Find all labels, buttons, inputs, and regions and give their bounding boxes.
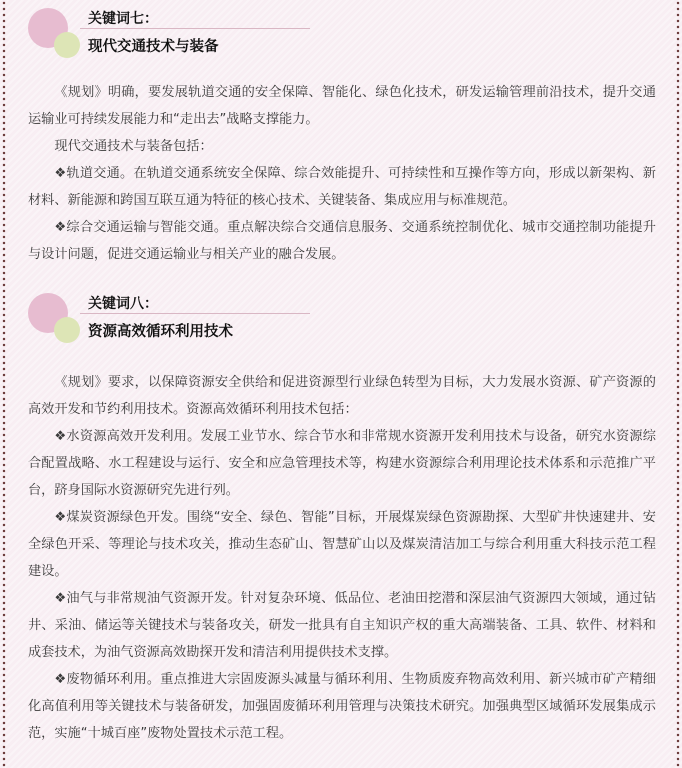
keyword-8-header <box>28 293 308 351</box>
keyword-7-label: 关键词七： <box>88 11 158 27</box>
right-dotted-border <box>676 0 680 768</box>
section-7-intro: 《规划》明确，要发展轨道交通的安全保障、智能化、绿色化技术，研发运输管理前沿技术，提升交通运输业可持续发展能力和“走出去”战略支撑能力。 <box>28 85 656 127</box>
left-dotted-border <box>2 0 6 768</box>
section-7-item-transport: ❖综合交通运输与智能交通。重点解决综合交通信息服务、交通系统控制优化、城市交通控制功能提升与设计问题，促进交通运输业与相关产业的融合发展。 <box>28 220 656 262</box>
header-divider <box>80 28 310 29</box>
section-8-intro: 《规划》要求，以保障资源安全供给和促进资源型行业绿色转型为目标，大力发展水资源、矿产资源的高效开发和节约利用技术。资源高效循环利用技术包括： <box>28 375 656 417</box>
section-7-lead: 现代交通技术与装备包括： <box>54 139 213 154</box>
keyword-8-title: 资源高效循环利用技术 <box>88 324 233 340</box>
section-8-item-oil-gas: ❖油气与非常规油气资源开发。针对复杂环境、低品位、老油田挖潜和深层油气资源四大领域，通过钻井、采油、储运等关键技术与装备攻关，研发一批具有自主知识产权的重大高端装备、工具、软件、材料和成套技术，为油气资源高效勘探开发和清洁利用提供技术支撑。 <box>28 591 656 660</box>
section-8-item-water: ❖水资源高效开发利用。发展工业节水、综合节水和非常规水资源开发利用技术与设备，研究水资源综合配置战略、水工程建设与运行、安全和应急管理技术等，构建水资源综合利用理论技术体系和示范推广平台，跻身国际水资源研究先进行列。 <box>28 429 656 498</box>
section-7-item-rail: ❖轨道交通。在轨道交通系统安全保障、综合效能提升、可持续性和互操作等方向，形成以新架构、新材料、新能源和跨国互联互通为特征的核心技术、关键装备、集成应用与标准规范。 <box>28 166 656 208</box>
green-circle-decoration <box>54 317 80 343</box>
keyword-7-header <box>28 8 308 66</box>
keyword-8-label: 关键词八： <box>88 296 158 312</box>
keyword-7-title: 现代交通技术与装备 <box>88 39 219 55</box>
section-8-item-waste: ❖废物循环利用。重点推进大宗固废源头减量与循环利用、生物质废弃物高效利用、新兴城市矿产精细化高值利用等关键技术与装备研发，加强固废循环利用管理与决策技术研究。加强典型区域循环发展集成示范，实施“十城百座”废物处置技术示范工程。 <box>28 672 656 741</box>
header-divider <box>80 313 310 314</box>
green-circle-decoration <box>54 32 80 58</box>
section-8-item-coal: ❖煤炭资源绿色开发。围绕“安全、绿色、智能”目标，开展煤炭绿色资源勘探、大型矿井快速建井、安全绿色开采、等理论与技术攻关，推动生态矿山、智慧矿山以及煤炭清洁加工与综合利用重大科技示范工程建设。 <box>28 510 656 579</box>
